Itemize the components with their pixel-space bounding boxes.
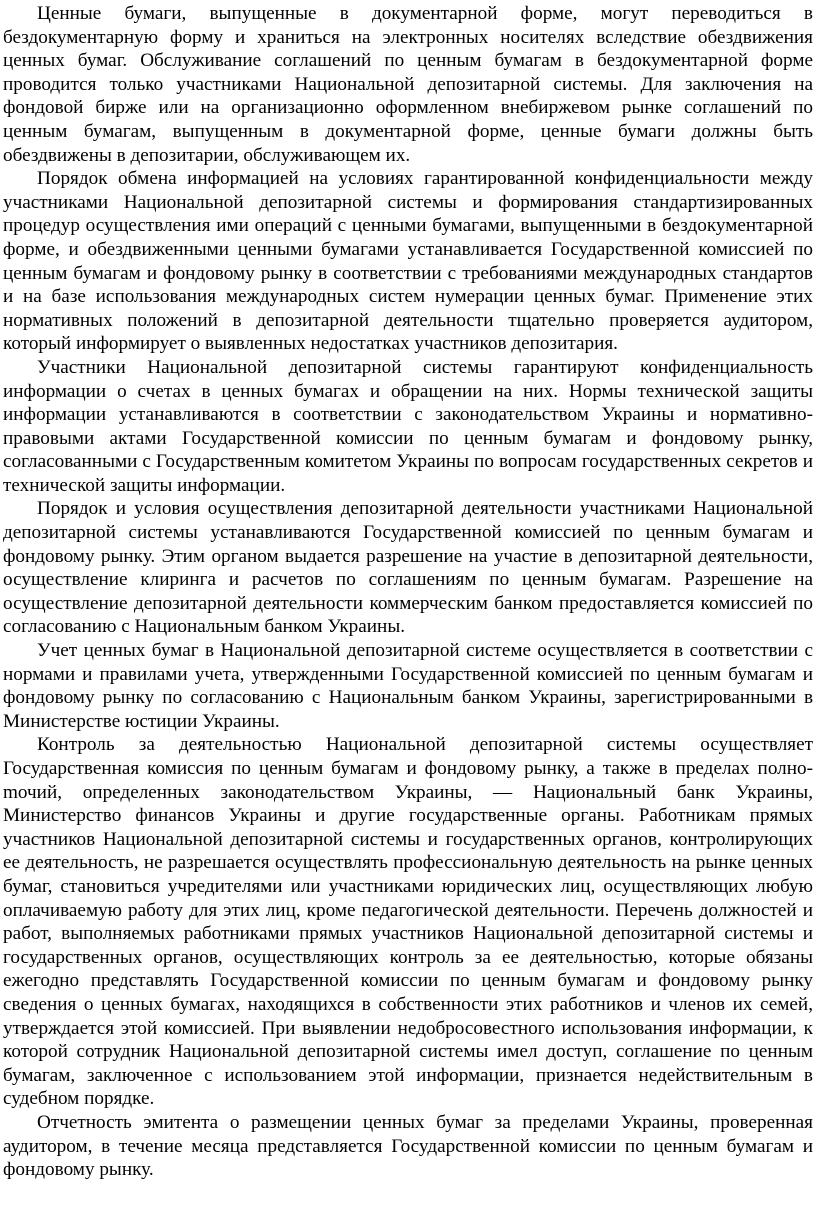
paragraph-oversight: Контроль за деятельностью Национальной депозитарной системы осуществляет Государственная комиссия по ценным бумагам и фондовому рынку, а также в пределах полноmочий, определенных законодательством Украины, — Национальный банк Украины, Министерство финансов Украины и другие государственные органы. Работникам прямых участников Национальной депозитарной системы и государственных органов, контролирующих ее деятельность, не разрешается осуществлять профессиональную деятельность на рынке ценных бумаг, становиться учредителями или участниками юридических лиц, осуществляющих любую оплачиваемую работу для этих лиц, кроме педагогической деятельности. Перечень должностей и работ, выполняемых работниками прямых участников Национальной депозитарной системы и государственных органов, осуществляющих контроль за ее деятельностью, которые обязаны ежегодно представлять Государственной комиссии по ценным бумагам и фондовому рынку сведения о ценных бумагах, находящихся в собственности этих работников и членов их семей, утверждается этой комиссией. При выявлении недобросовестного использования информации, к которой сотрудник Национальной депозитарной системы имел доступ, соглашение по ценным бумагам, заключенное с использованием этой информации, признается недействительным в судебном порядке. xyxy=(3,734,813,1110)
paragraph-information-exchange: Порядок обмена информацией на условиях гарантированной конфиденциальности между участниками Национальной депозитарной системы и формирования стандартизированных процедур осуществления ими операций с ценными бумагами, выпущенными в бездокументарной форме, и обездвиженными ценными бумагами устанавливается Государственной комиссией по ценным бумагам и фондовому рынку в соответствии с требованиями международных стандартов и на базе использования международных систем нумерации ценных бумаг. Применение этих нормативных положений в депозитарной деятельности тщательно проверяется аудитором, который информирует о выявленных недостатках участников депозитария. xyxy=(3,168,813,355)
paragraph-issuer-reporting: Отчетность эмитента о размещении ценных бумаг за пределами Украины, проверенная аудитором, в течение месяца представляется Государственной комиссии по ценным бумагам и фондовому рынку. xyxy=(3,1111,813,1181)
paragraph-depository-activity: Порядок и условия осуществления депозитарной деятельности участниками Национальной депозитарной системы устанавливаются Государственной комиссией по ценным бумагам и фондовому рынку. Этим органом выдается разрешение на участие в депозитарной деятельности, осуществление клиринга и расчетов по соглашениям по ценным бумагам. Разрешение на осуществление депозитарной деятельности коммерческим банком предоставляется комиссией по согласованию с Национальным банком Украины. xyxy=(3,498,813,638)
paragraph-dematerialization: Ценные бумаги, выпущенные в документарной форме, могут переводиться в бездокументарную форму и храниться на электронных носителях вследствие обездвижения ценных бумаг. Обслуживание соглашений по ценным бумагам в бездокументарной форме проводится только участниками Национальной депозитарной системы. Для заключения на фондовой бирже или на организационно оформленном внебиржевом рынке соглашений по ценным бумагам, выпущенным в документарной форме, ценные бумаги должны быть обездвижены в депозитарии, обслуживающем их. xyxy=(3,3,813,166)
paragraph-securities-accounting: Учет ценных бумаг в Национальной депозитарной системе осуществляется в соответствии с нормами и правилами учета, утвержденными Государственной комиссией по ценным бумагам и фондовому рынку по согласованию с Национальным банком Украины, зарегистрированными в Министерстве юстиции Украины. xyxy=(3,640,813,732)
paragraph-confidentiality: Участники Национальной депозитарной системы гарантируют конфиденциальность информации о счетах в ценных бумагах и обращении на них. Нормы технической защиты информации устанавливаются в соответствии с законодательством Украины и нормативно-правовыми актами Государственной комиссии по ценным бумагам и фондовому рынку, согласованными с Государственным комитетом Украины по вопросам государственных секретов и технической защиты информации. xyxy=(3,356,813,496)
